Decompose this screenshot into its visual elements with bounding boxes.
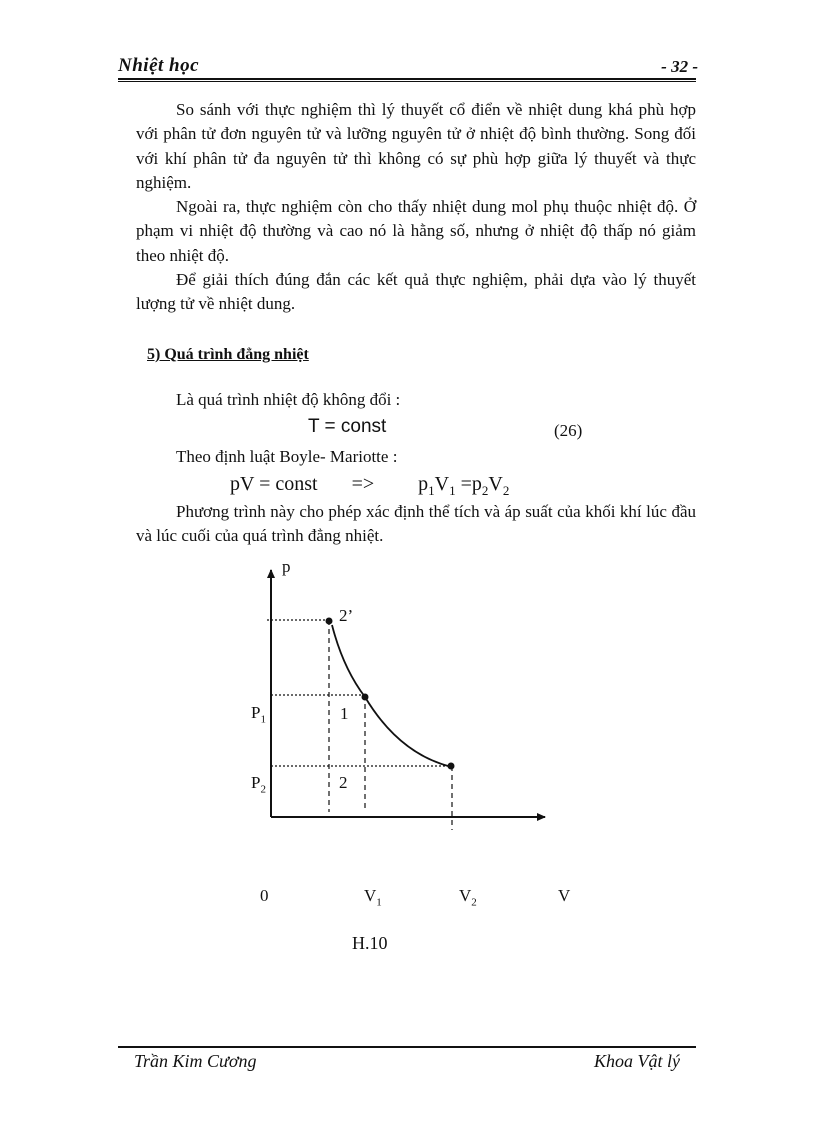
formula-sub-2b: 2: [502, 483, 510, 498]
equation-number: (26): [554, 421, 583, 440]
formula-pv: [230, 473, 509, 499]
formula-sub-1b: 1: [449, 483, 456, 498]
formula-arrow: =>: [351, 473, 375, 495]
isotherm-curve: [332, 625, 448, 766]
label-v1-sub: 1: [376, 896, 382, 909]
label-p1: [251, 703, 266, 725]
label-2prime: 2’: [339, 606, 354, 625]
label-v1: [364, 886, 382, 908]
label-p2-sub: 2: [260, 783, 266, 796]
point-2prime: [326, 618, 333, 625]
paragraph-2: Ngoài ra, thực nghiệm còn cho thấy nhiệt dung mol phụ thuộc nhiệt độ. Ở phạm vi nhiệt độ thường và cao nó là hằng số, nhưng ở nhiệt độ thấp nó giảm theo nhiệt độ.: [136, 197, 696, 265]
body-text: [136, 98, 696, 317]
point-2: [448, 763, 455, 770]
header-title: Nhiệt học: [118, 55, 200, 76]
origin-label: 0: [260, 886, 269, 905]
formula-pv-left: pV = const: [230, 473, 318, 495]
intro-line: Là quá trình nhiệt độ không đổi :: [176, 390, 401, 409]
formula-sub-2a: 2: [481, 483, 489, 498]
formula-t-const: T = const: [308, 416, 387, 437]
footer-department: Khoa Vật lý: [594, 1051, 680, 1071]
label-p2-letter: P: [251, 773, 261, 792]
paragraph-3: Để giải thích đúng đắn các kết quả thực nghiệm, phải dựa vào lý thuyết lượng tử về nhiệt dung.: [136, 270, 696, 314]
figure-caption: H.10: [352, 933, 388, 953]
label-p2: [251, 773, 266, 795]
label-v1-letter: V: [364, 886, 377, 905]
formula-v1: V: [434, 473, 450, 495]
label-p1-sub: 1: [260, 713, 266, 726]
label-p1-letter: P: [251, 703, 261, 722]
axis-label-v: V: [558, 886, 571, 905]
law-line: Theo định luật Boyle- Mariotte :: [176, 447, 398, 466]
formula-v2: V: [488, 473, 503, 495]
formula-p1: p: [418, 473, 429, 495]
header-rule: [118, 78, 696, 82]
formula-sub-1a: 1: [428, 483, 435, 498]
label-v2-sub: 2: [471, 896, 477, 909]
footer-rule: [118, 1046, 696, 1048]
footer-author: Trần Kim Cương: [134, 1051, 257, 1071]
section-heading: 5) Quá trình đẳng nhiệt: [147, 346, 309, 363]
paragraph-1: So sánh với thực nghiệm thì lý thuyết cổ điển về nhiệt dung khá phù hợp với phân tử đơn nguyên tử và lưỡng nguyên tử ở nhiệt độ bình thường. Song đối với khí phân tử đa nguyên tử thì không có sự phù hợp giữa lý thuyết và thực nghiệm.: [136, 100, 696, 192]
region-2: 2: [339, 773, 348, 792]
region-1: 1: [340, 704, 349, 723]
point-1: [362, 694, 369, 701]
axis-label-p: p: [282, 557, 291, 576]
label-v2: [459, 886, 477, 908]
label-v2-letter: V: [459, 886, 472, 905]
paragraph-4: Phương trình này cho phép xác định thể tích và áp suất của khối khí lúc đầu và lúc cuối của quá trình đẳng nhiệt.: [136, 502, 696, 546]
last-paragraph-wrap: [136, 500, 696, 549]
formula-eq: =p: [455, 473, 482, 495]
page-number: - 32 -: [661, 57, 698, 76]
